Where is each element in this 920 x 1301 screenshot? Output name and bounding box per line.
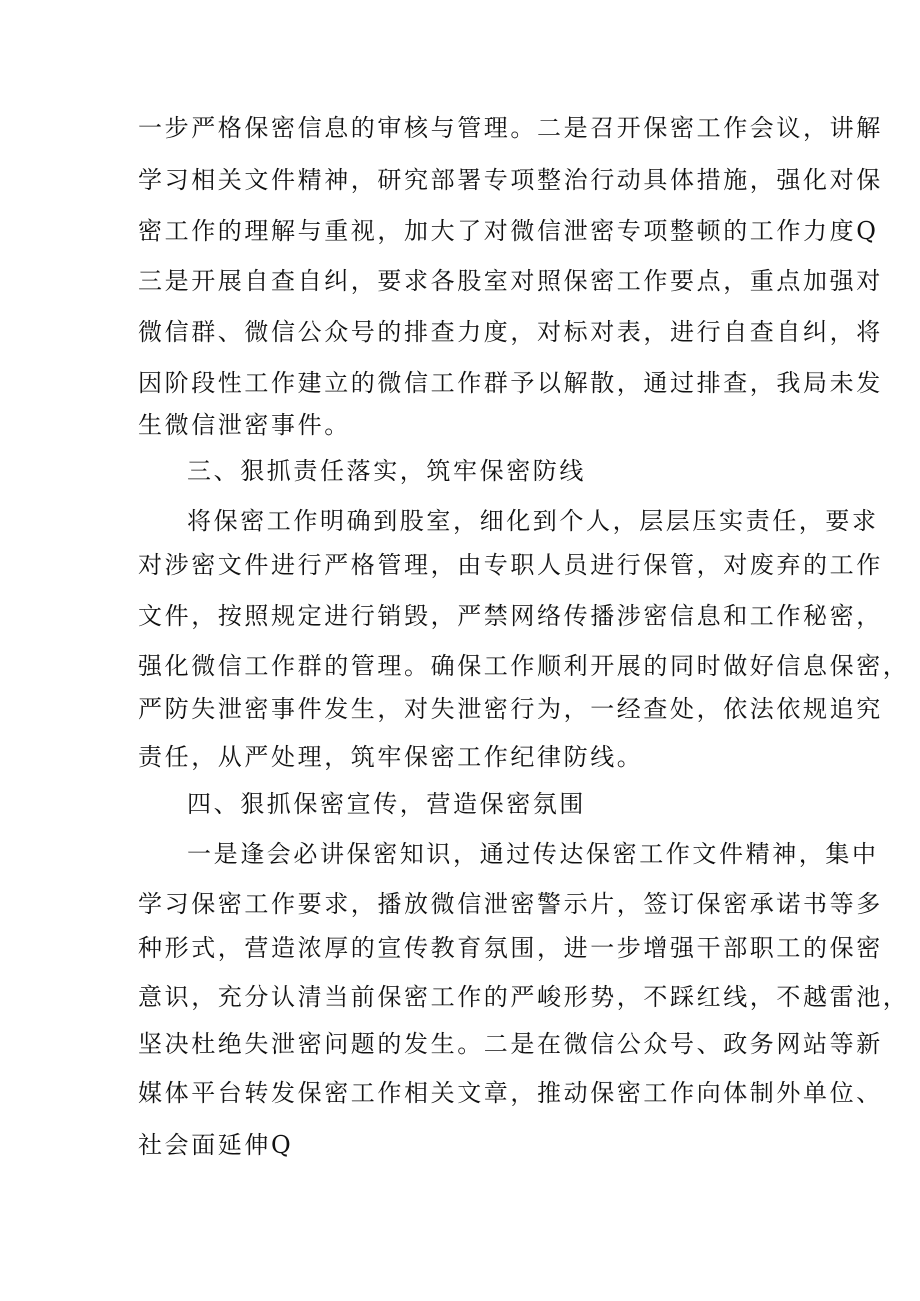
paragraph-line: 生微信泄密事件。	[138, 411, 351, 439]
paragraph-line: 社会面延伸Q	[138, 1131, 294, 1159]
section-heading: 四、狠抓保密宣传，营造保密氛围	[187, 790, 586, 818]
section-heading: 三、狠抓责任落实，筑牢保密防线	[187, 457, 586, 485]
paragraph-line: 三是开展自查自纠，要求各股室对照保密工作要点，重点加强对	[138, 267, 883, 295]
paragraph-line: 种形式，营造浓厚的宣传教育氛围，进一步增强干部职工的保密	[138, 934, 883, 962]
paragraph-line: 意识，充分认清当前保密工作的严峻形势，不踩红线，不越雷池，	[138, 983, 910, 1011]
paragraph-line: 学习相关文件精神，研究部署专项整治行动具体措施，强化对保	[138, 166, 883, 194]
paragraph-line: 一是逢会必讲保密知识，通过传达保密工作文件精神，集中	[187, 840, 879, 868]
paragraph-line: 一步严格保密信息的审核与管理。二是召开保密工作会议，讲解	[138, 114, 883, 142]
paragraph-line: 强化微信工作群的管理。确保工作顺利开展的同时做好信息保密，	[138, 652, 910, 680]
paragraph-line: 坚决杜绝失泄密问题的发生。二是在微信公众号、政务网站等新	[138, 1030, 883, 1058]
paragraph-line: 文件，按照规定进行销毁，严禁网络传播涉密信息和工作秘密，	[138, 602, 883, 630]
paragraph-line: 因阶段性工作建立的微信工作群予以解散，通过排查，我局未发	[138, 369, 883, 397]
paragraph-line: 责任，从严处理，筑牢保密工作纪律防线。	[138, 743, 644, 771]
paragraph-line: 严防失泄密事件发生，对失泄密行为，一经查处，依法依规追究	[138, 695, 883, 723]
paragraph-line: 对涉密文件进行严格管理，由专职人员进行保管，对废弃的工作	[138, 551, 883, 579]
paragraph-line: 媒体平台转发保密工作相关文章，推动保密工作向体制外单位、	[138, 1079, 883, 1107]
paragraph-line: 微信群、微信公众号的排查力度，对标对表，进行自查自纠，将	[138, 318, 883, 346]
paragraph-line: 密工作的理解与重视，加大了对微信泄密专项整顿的工作力度Q	[138, 217, 879, 245]
paragraph-line: 学习保密工作要求，播放微信泄密警示片，签订保密承诺书等多	[138, 890, 883, 918]
paragraph-line: 将保密工作明确到股室，细化到个人，层层压实责任，要求	[187, 507, 879, 535]
